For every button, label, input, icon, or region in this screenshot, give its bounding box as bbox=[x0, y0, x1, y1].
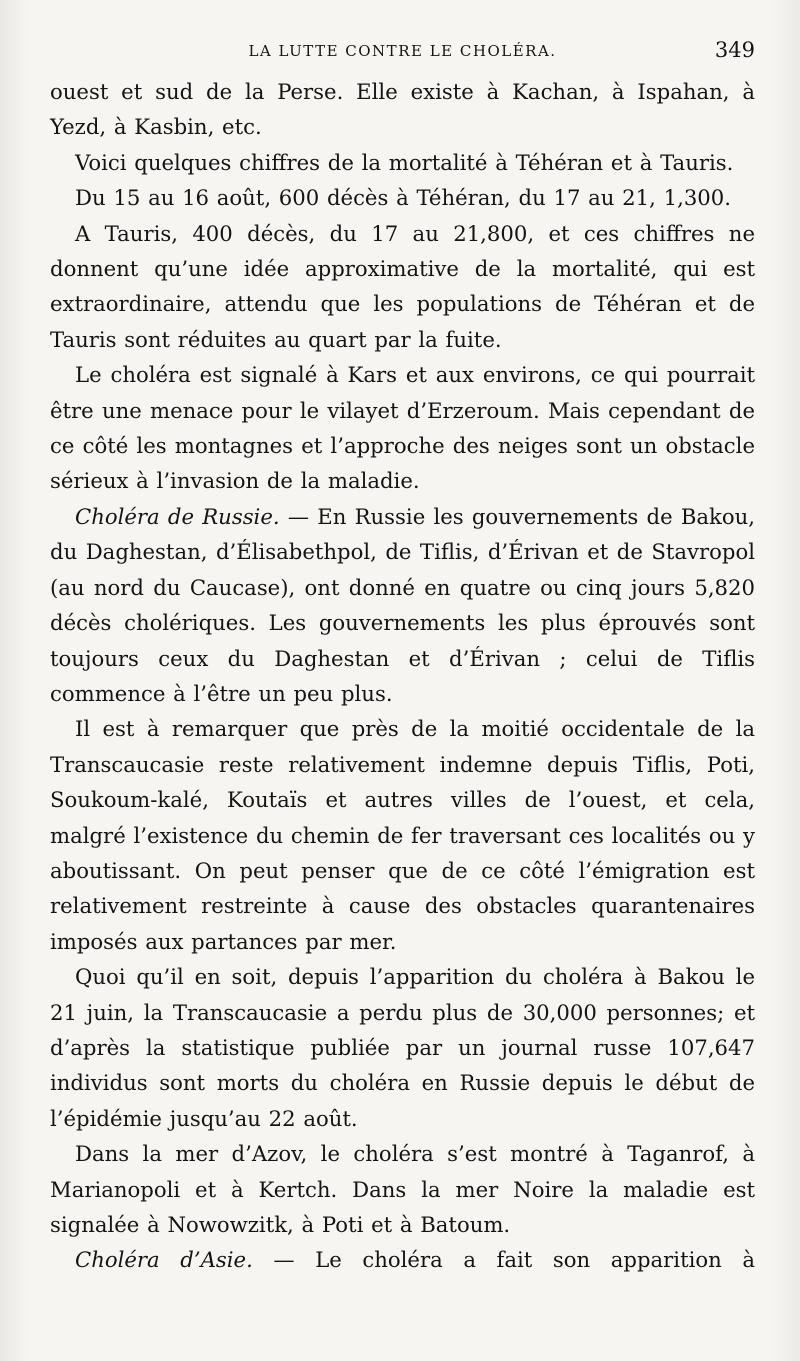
paragraph bbox=[50, 499, 755, 711]
running-head bbox=[50, 36, 755, 66]
paragraph-text: — Le choléra a fait son apparition à bbox=[252, 1247, 755, 1273]
paragraph-text: ouest et sud de la Perse. Elle existe à Kachan, à Ispahan, à Yezd, à Kasbin, etc. bbox=[50, 79, 755, 140]
paragraph bbox=[50, 145, 755, 180]
page-number: 349 bbox=[714, 38, 755, 62]
paragraph-text: Il est à remarquer que près de la moitié occidentale de la Transcaucasie reste relativement indemne depuis Tiflis, Poti, Soukoum-kalé, Koutaïs et autres villes de l’ouest, et cela, malgré l’existence du chemin de fer traversant ces localités ou y aboutissant. On peut penser que de ce côté l’émigration est relativement restreinte à cause des obstacles quarantenaires imposés aux partances par mer. bbox=[50, 716, 755, 954]
paragraph-text: Le choléra est signalé à Kars et aux environs, ce qui pourrait être une menace pour le vilayet d’Erzeroum. Mais cependant de ce côté les montagnes et l’approche des neiges sont un obstacle sérieux à l’invasion de la maladie. bbox=[50, 362, 755, 494]
paragraph bbox=[50, 357, 755, 499]
section-heading-cholera-russie: Choléra de Russie. bbox=[75, 503, 280, 529]
paragraph-text: Voici quelques chiffres de la mortalité à Téhéran et à Tauris. bbox=[75, 149, 734, 175]
body-text bbox=[50, 74, 755, 1278]
paragraph bbox=[50, 959, 755, 1136]
paragraph bbox=[50, 1136, 755, 1242]
running-title: LA LUTTE CONTRE LE CHOLÉRA. bbox=[248, 42, 557, 60]
paragraph bbox=[50, 74, 755, 145]
section-heading-cholera-asie: Choléra d’Asie. bbox=[75, 1247, 253, 1273]
paragraph bbox=[50, 180, 755, 215]
paragraph bbox=[50, 711, 755, 959]
paragraph-text: Quoi qu’il en soit, depuis l’apparition du choléra à Bakou le 21 juin, la Transcaucasie a perdu plus de 30,000 personnes; et d’après la statistique publiée par un journal russe 107,647 individus sont morts du choléra en Russie depuis le début de l’épidémie jusqu’au 22 août. bbox=[50, 964, 755, 1131]
paragraph-text: Dans la mer d’Azov, le choléra s’est montré à Taganrof, à Marianopoli et à Kertch. Dans la mer Noire la maladie est signalée à Nowowzitk, à Poti et à Batoum. bbox=[50, 1141, 755, 1237]
paragraph-text: Du 15 au 16 août, 600 décès à Téhéran, du 17 au 21, 1,300. bbox=[75, 185, 732, 211]
paragraph-text: A Tauris, 400 décès, du 17 au 21,800, et ces chiffres ne donnent qu’une idée approximative de la mortalité, qui est extraordinaire, attendu que les populations de Téhéran et de Tauris sont réduites au quart par la fuite. bbox=[50, 220, 755, 352]
paragraph bbox=[50, 1242, 755, 1277]
paragraph bbox=[50, 216, 755, 358]
paragraph-text: — En Russie les gouvernements de Bakou, du Daghestan, d’Élisabethpol, de Tiflis, d’Érivan et de Stavropol (au nord du Caucase), ont donné en quatre ou cinq jours 5,820 décès cholériques. Les gouvernements les plus éprouvés sont toujours ceux du Daghestan et d’Érivan ; celui de Tiflis commence à l’être un peu plus. bbox=[50, 503, 755, 706]
